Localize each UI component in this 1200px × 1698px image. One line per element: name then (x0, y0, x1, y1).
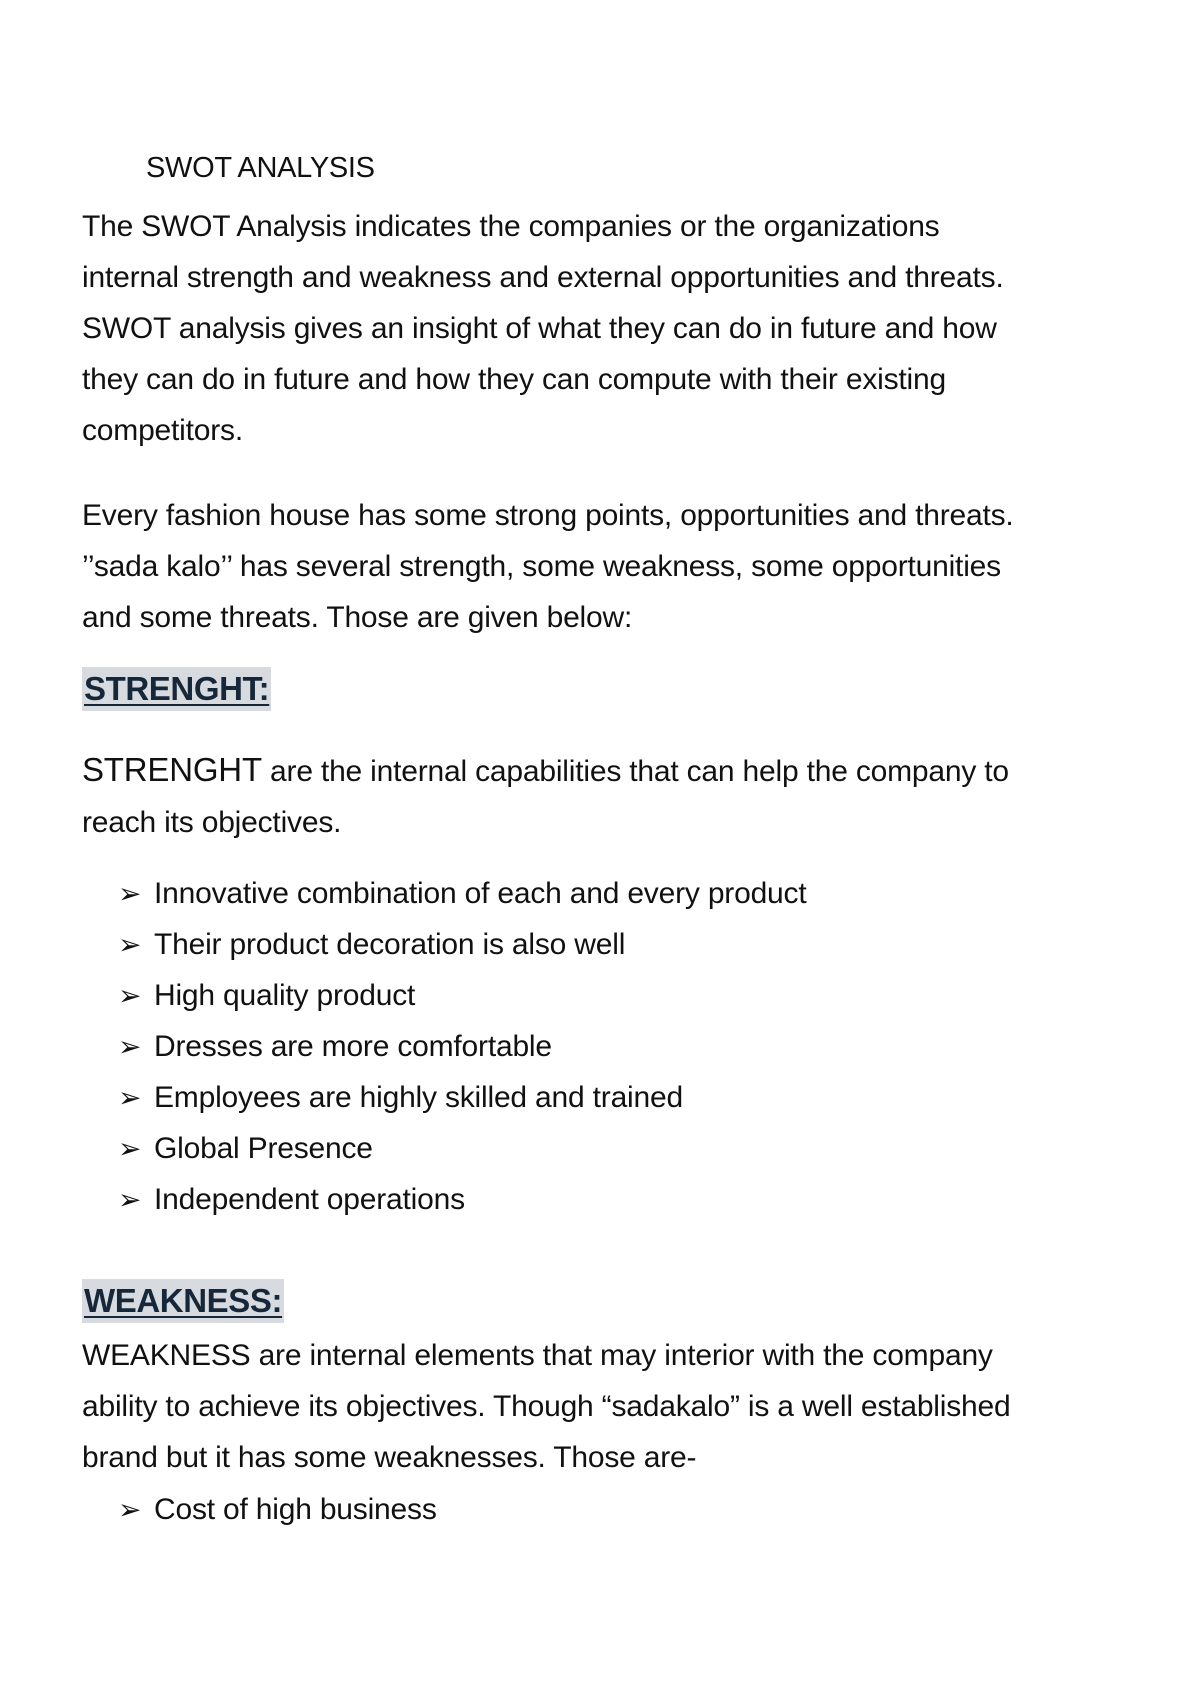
intro-line: Every fashion house has some strong points, opportunities and threats. (82, 499, 1014, 532)
list-item (118, 1174, 806, 1225)
list-item (118, 919, 806, 970)
weakness-description (82, 1330, 1142, 1483)
intro-paragraph-1 (82, 201, 1142, 456)
arrowhead-bullet-icon: ➢ (118, 929, 142, 960)
strength-list (118, 868, 806, 1225)
arrowhead-bullet-icon: ➢ (118, 878, 142, 909)
list-item (118, 868, 806, 919)
arrowhead-bullet-icon: ➢ (118, 1184, 142, 1215)
intro-line: ’’sada kalo’’ has several strength, some weakness, some opportunities (82, 550, 1001, 583)
weakness-description-line: ability to achieve its objectives. Though “sadakalo” is a well established (82, 1390, 1011, 1423)
list-item (118, 1021, 806, 1072)
arrowhead-bullet-icon: ➢ (118, 1031, 142, 1062)
intro-line: SWOT analysis gives an insight of what they can do in future and how (82, 312, 997, 345)
intro-line: internal strength and weakness and external opportunities and threats. (82, 261, 1004, 294)
arrowhead-bullet-icon: ➢ (118, 1082, 142, 1113)
list-item-text: Their product decoration is also well (154, 928, 626, 961)
intro-line: The SWOT Analysis indicates the companies or the organizations (82, 210, 940, 243)
weakness-heading: WEAKNESS: (82, 1279, 284, 1323)
arrowhead-bullet-icon: ➢ (118, 1494, 142, 1525)
strength-heading: STRENGHT: (82, 667, 271, 711)
list-item-text: Dresses are more comfortable (154, 1030, 552, 1063)
document-title: SWOT ANALYSIS (146, 152, 375, 184)
weakness-list (118, 1484, 437, 1535)
list-item-text: Independent operations (154, 1183, 465, 1216)
intro-line: and some threats. Those are given below: (82, 601, 633, 634)
intro-line: they can do in future and how they can compute with their existing (82, 363, 946, 396)
intro-paragraph-2 (82, 490, 1142, 643)
list-item-text: Employees are highly skilled and trained (154, 1081, 683, 1114)
list-item-text: Innovative combination of each and every product (154, 877, 807, 910)
list-item (118, 1123, 806, 1174)
list-item (118, 1484, 437, 1535)
arrowhead-bullet-icon: ➢ (118, 980, 142, 1011)
strength-description-line: reach its objectives. (82, 806, 342, 839)
list-item (118, 970, 806, 1021)
weakness-description-line: brand but it has some weaknesses. Those are- (82, 1441, 697, 1474)
strength-description-line: are the internal capabilities that can help the company to (261, 755, 1009, 788)
list-item-text: High quality product (154, 979, 416, 1012)
intro-line: competitors. (82, 414, 243, 447)
strength-description (82, 744, 1142, 848)
list-item-text: Cost of high business (154, 1493, 437, 1526)
list-item (118, 1072, 806, 1123)
list-item-text: Global Presence (154, 1132, 373, 1165)
strength-lead-word: STRENGHT (82, 751, 262, 788)
weakness-description-line: WEAKNESS are internal elements that may interior with the company (82, 1339, 993, 1372)
arrowhead-bullet-icon: ➢ (118, 1133, 142, 1164)
